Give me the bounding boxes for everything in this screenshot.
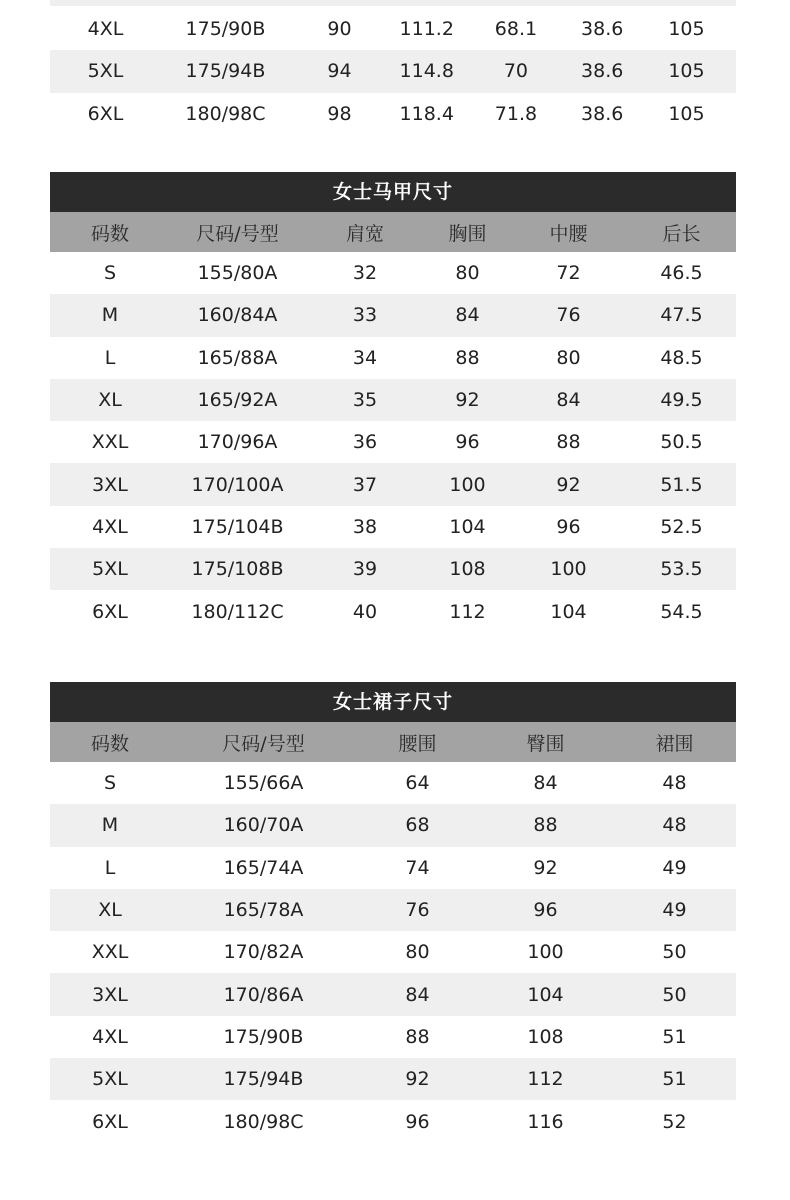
table-cell: 34 [352,346,378,369]
table-cell: 50.5 [660,431,703,454]
table-cell: 175/94B [223,1068,304,1091]
table-cell: XL [98,389,122,412]
table-cell: 51 [662,1025,687,1048]
table-row [50,1100,736,1142]
table-row [50,93,736,135]
table-row [50,8,736,50]
table-cell: 49.5 [660,389,703,412]
table-cell: 175/108B [191,558,284,581]
skirt-size-table [50,682,736,1143]
table-cell: 116 [527,1110,564,1133]
table-cell: 92 [405,1068,430,1091]
table-cell: 84 [405,983,430,1006]
table-cell: 76 [405,899,430,922]
table-cell: 88 [455,346,480,369]
table-cell: 36 [352,431,378,454]
table-cell: 72 [556,262,581,285]
table-cell: 4XL [92,1025,128,1048]
skirt-table-title: 女士裙子尺寸 [50,682,736,722]
table-cell: 108 [449,558,486,581]
table-row [50,1016,736,1058]
table-cell: 175/90B [223,1025,304,1048]
table-cell: 50 [662,983,687,1006]
table-cell: 96 [556,515,581,538]
table-cell: 112 [449,600,486,623]
table-cell: 40 [352,600,378,623]
table-cell: 160/70A [223,814,304,837]
table-cell: 112 [527,1068,564,1091]
table-cell: XXL [91,941,129,964]
table-cell: L [104,856,116,879]
table-cell: 155/66A [223,772,304,795]
table-cell: 118.4 [399,102,454,125]
table-cell: 100 [550,558,587,581]
table-cell: 111.2 [399,18,454,41]
table-cell: 51.5 [660,473,703,496]
column-header: 胸围 [448,222,487,245]
table-cell: 6XL [92,1110,128,1133]
table-cell: 88 [405,1025,430,1048]
table-cell: 53.5 [660,558,703,581]
top-size-table [50,8,736,135]
table-cell: 155/80A [197,262,278,285]
table-cell: 52 [662,1110,687,1133]
table-row [50,1058,736,1100]
table-row [50,889,736,931]
table-cell: 165/74A [223,856,304,879]
table-cell: 54.5 [660,600,703,623]
table-cell: 100 [527,941,564,964]
column-header: 码数 [90,222,129,245]
table-cell: 6XL [92,600,128,623]
table-cell: 33 [352,304,378,327]
table-cell: S [103,262,117,285]
table-cell: 49 [662,856,687,879]
table-row [50,847,736,889]
table-cell: 84 [556,389,581,412]
table-cell: 38.6 [581,102,624,125]
table-row [50,379,736,421]
column-header: 后长 [662,222,701,245]
table-cell: 39 [352,558,378,581]
table-cell: 170/82A [223,941,304,964]
table-cell: 180/98C [223,1110,304,1133]
vest-size-table [50,172,736,633]
table-cell: 68.1 [494,18,538,41]
table-cell: 96 [455,431,480,454]
table-cell: 37 [352,473,378,496]
table-row [50,762,736,804]
table-cell: M [101,304,119,327]
table-cell: 38 [352,515,378,538]
table-cell: 5XL [87,60,124,83]
column-header: 尺码/号型 [222,732,305,755]
table-row [50,506,736,548]
table-cell: 180/98C [185,102,266,125]
table-cell: 71.8 [494,102,538,125]
skirt-table-header-row [50,722,736,762]
skirt-table-body [50,762,736,1143]
table-cell: 160/84A [197,304,278,327]
table-cell: 74 [405,856,430,879]
column-header: 肩宽 [345,222,384,245]
table-cell: 4XL [87,18,124,41]
table-cell: 170/100A [191,473,284,496]
table-cell: 98 [327,102,352,125]
table-row [50,590,736,632]
table-cell: 84 [533,772,558,795]
table-cell: 165/88A [197,346,278,369]
table-cell: 90 [327,18,352,41]
table-row [50,294,736,336]
column-header: 码数 [90,732,129,755]
table-cell: 48.5 [660,346,703,369]
table-cell: 84 [455,304,480,327]
table-cell: XXL [91,431,129,454]
table-cell: 3XL [92,473,128,496]
table-row [50,337,736,379]
table-cell: 180/112C [191,600,284,623]
table-cell: 165/92A [197,389,278,412]
table-cell: 48 [662,814,687,837]
table-row [50,804,736,846]
table-cell: 94 [327,60,352,83]
table-row [50,931,736,973]
vest-table-header-row [50,212,736,252]
table-cell: 96 [533,899,558,922]
table-cell: 51 [662,1068,687,1091]
table-cell: 92 [533,856,558,879]
table-cell: 38.6 [581,18,624,41]
table-cell: 96 [405,1110,430,1133]
table-cell: 76 [556,304,581,327]
table-row [50,548,736,590]
table-cell: 104 [449,515,486,538]
table-cell: 88 [556,431,581,454]
table-cell: 47.5 [660,304,703,327]
table-cell: 68 [405,814,430,837]
table-cell: 114.8 [399,60,454,83]
table-cell: 175/94B [185,60,266,83]
table-cell: L [104,346,116,369]
table-cell: M [101,814,119,837]
table-cell: 52.5 [660,515,703,538]
table-cell: 175/104B [191,515,284,538]
column-header: 尺码/号型 [196,222,279,245]
table-cell: 88 [533,814,558,837]
column-header: 中腰 [549,222,588,245]
table-cell: 80 [405,941,430,964]
table-cell: 50 [662,941,687,964]
table-cell: 4XL [92,515,128,538]
table-cell: 104 [527,983,564,1006]
column-header: 臀围 [526,732,565,755]
table-cell: 175/90B [185,18,266,41]
table-cell: 170/96A [197,431,278,454]
table-cell: 70 [503,60,529,83]
table-cell: 64 [405,772,430,795]
table-cell: 165/78A [223,899,304,922]
table-cell: 3XL [92,983,128,1006]
table-cell: 6XL [87,102,124,125]
table-row [50,973,736,1015]
vest-table-body [50,252,736,633]
table-cell: 108 [527,1025,564,1048]
table-cell: 38.6 [581,60,624,83]
table-row [50,50,736,92]
top-table-edge [50,0,736,6]
table-cell: 105 [668,60,705,83]
table-cell: 48 [662,772,687,795]
table-cell: 49 [662,899,687,922]
table-cell: 5XL [92,1068,128,1091]
column-header: 裙围 [655,732,694,755]
table-cell: 46.5 [660,262,703,285]
table-cell: 105 [668,18,705,41]
table-cell: 5XL [92,558,128,581]
table-cell: 35 [352,389,378,412]
table-cell: 105 [668,102,705,125]
table-cell: 80 [556,346,581,369]
table-row [50,421,736,463]
column-header: 腰围 [398,732,437,755]
table-cell: 92 [455,389,480,412]
table-cell: 104 [550,600,587,623]
table-cell: 32 [352,262,378,285]
table-cell: 170/86A [223,983,304,1006]
table-cell: S [103,772,117,795]
table-cell: 100 [449,473,486,496]
table-cell: 92 [556,473,581,496]
table-row [50,463,736,505]
table-cell: 80 [455,262,480,285]
table-row [50,252,736,294]
table-cell: XL [98,899,122,922]
vest-table-title: 女士马甲尺寸 [50,172,736,212]
